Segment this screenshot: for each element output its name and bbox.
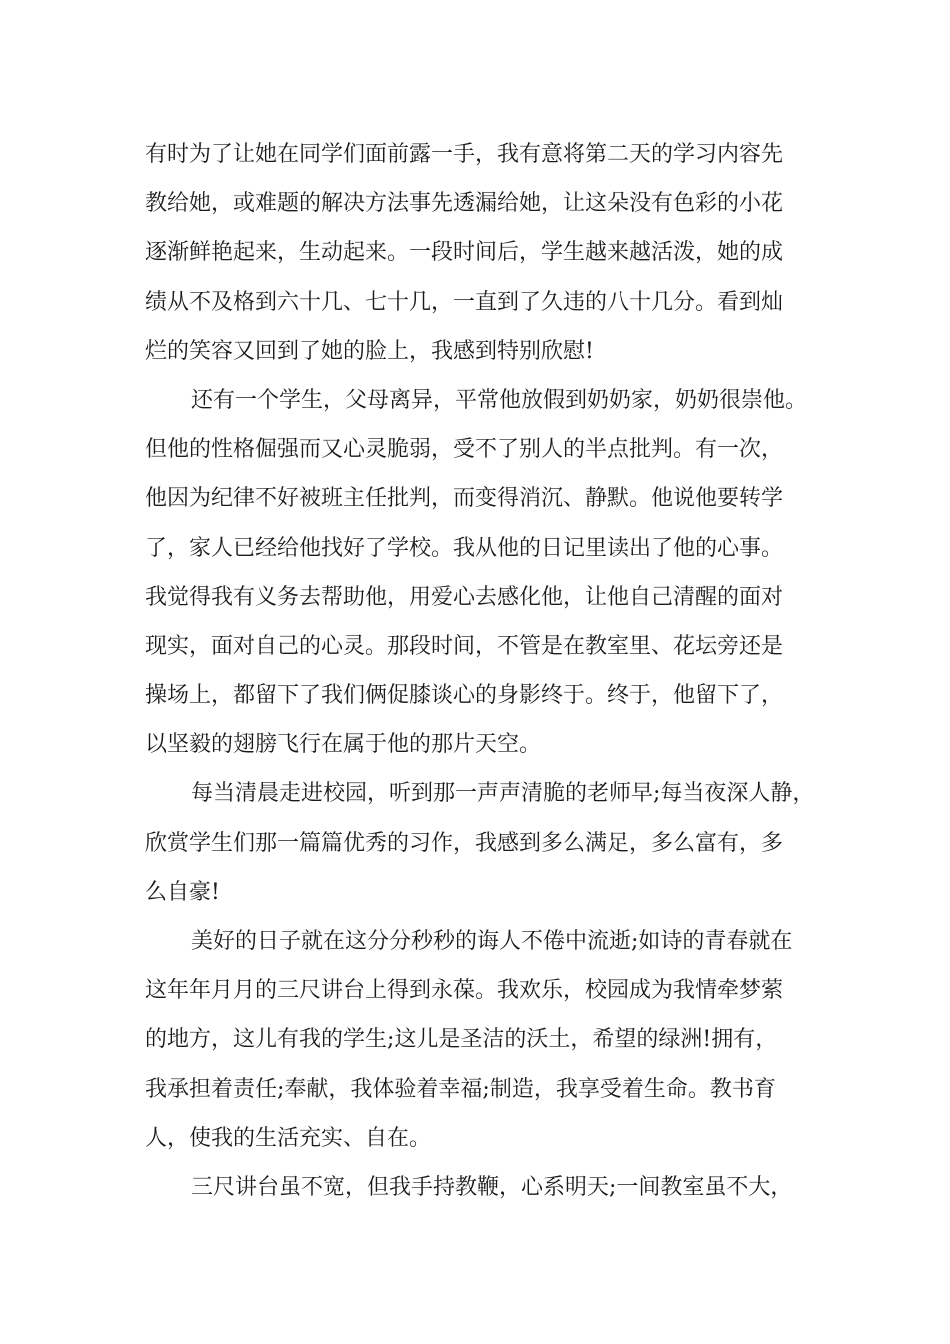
- text-line: 教给她，或难题的解决方法事先透漏给她，让这朵没有色彩的小花: [145, 191, 784, 217]
- text-line: 逐渐鲜艳起来，生动起来。一段时间后，学生越来越活泼，她的成: [145, 240, 784, 266]
- body-text: [145, 130, 817, 1212]
- text-line: 有时为了让她在同学们面前露一手，我有意将第二天的学习内容先: [145, 142, 784, 167]
- paragraph-first-line: 三尺讲台虽不宽，但我手持教鞭，心系明天;一间教室虽不大，: [191, 1174, 793, 1200]
- text-line: 这年年月月的三尺讲台上得到永葆。我欢乐，校园成为我情牵梦萦: [145, 978, 784, 1004]
- paragraph-first-line: 还有一个学生，父母离异，平常他放假到奶奶家，奶奶很崇他。: [191, 387, 808, 413]
- text-line: 了，家人已经给他找好了学校。我从他的日记里读出了他的心事。: [145, 535, 784, 561]
- text-line: 烂的笑容又回到了她的脸上，我感到特别欣慰!: [145, 338, 594, 364]
- text-line: 现实，面对自己的心灵。那段时间，不管是在教室里、花坛旁还是: [145, 633, 784, 659]
- text-line: 操场上，都留下了我们俩促膝谈心的身影终于。终于，他留下了，: [145, 683, 784, 709]
- paragraph-first-line: 每当清晨走进校园，听到那一声声清脆的老师早;每当夜深人静，: [191, 781, 815, 807]
- text-line: 他因为纪律不好被班主任批判，而变得消沉、静默。他说他要转学: [145, 486, 784, 512]
- text-line: 绩从不及格到六十几、七十几，一直到了久违的八十几分。看到灿: [145, 289, 784, 315]
- text-line: 但他的性格倔强而又心灵脆弱，受不了别人的半点批判。有一次，: [145, 437, 784, 463]
- text-line: 人，使我的生活充实、自在。: [145, 1125, 432, 1151]
- text-line: 欣赏学生们那一篇篇优秀的习作，我感到多么满足，多么富有，多: [145, 830, 784, 856]
- text-line: 么自豪!: [145, 879, 220, 905]
- text-line: 的地方，这儿有我的学生;这儿是圣洁的沃土，希望的绿洲!拥有，: [145, 1027, 778, 1053]
- text-line: 我觉得我有义务去帮助他，用爱心去感化他，让他自己清醒的面对: [145, 584, 784, 610]
- text-line: 我承担着责任;奉献，我体验着幸福;制造，我享受着生命。教书育: [145, 1076, 776, 1102]
- paragraph-first-line: 美好的日子就在这分分秒秒的诲人不倦中流逝;如诗的青春就在: [191, 929, 793, 954]
- text-line: 以坚毅的翅膀飞行在属于他的那片天空。: [145, 732, 542, 758]
